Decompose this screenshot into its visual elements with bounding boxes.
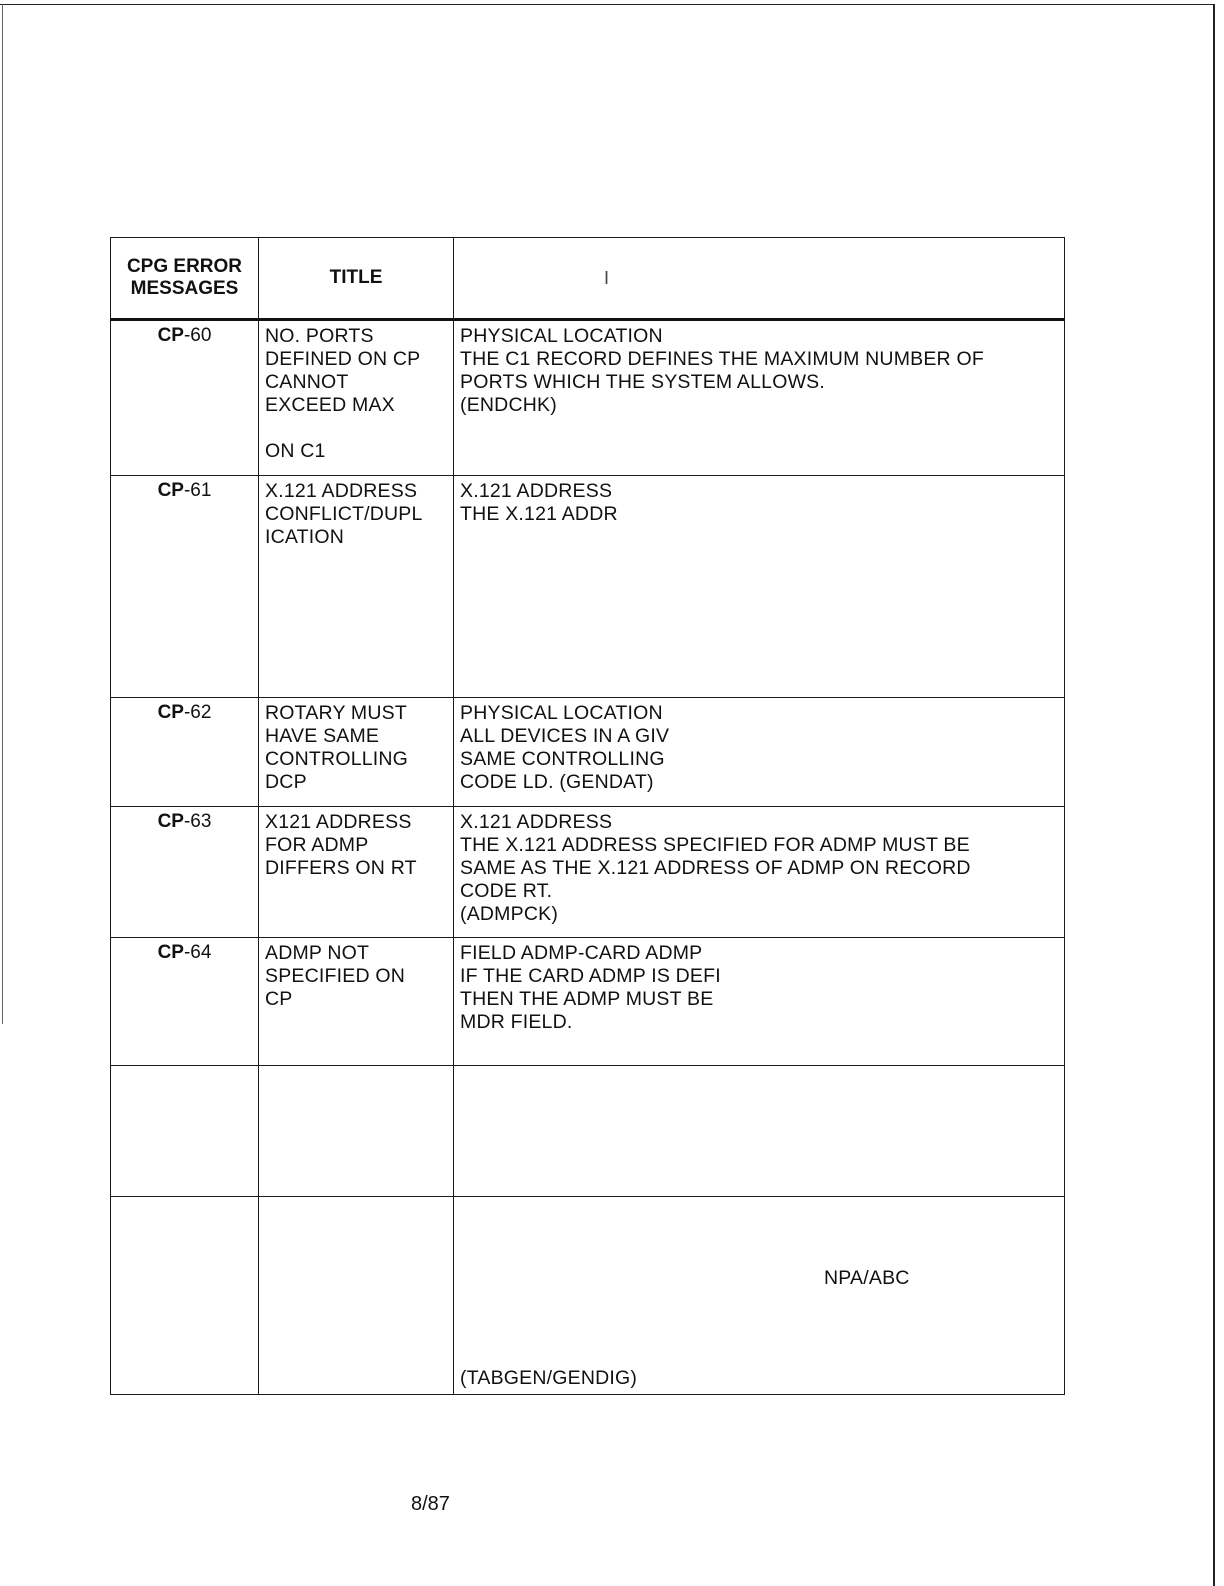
error-message-table — [110, 237, 1065, 1395]
footer-date: 8/87 — [411, 1493, 450, 1515]
error-code-cell — [111, 1197, 259, 1395]
table-row — [111, 698, 1065, 807]
error-description — [454, 1066, 1064, 1074]
description-cell — [454, 1197, 1065, 1395]
table-row — [111, 807, 1065, 938]
table-row — [111, 1197, 1065, 1395]
error-title: X121 ADDRESS FOR ADMP DIFFERS ON RT — [265, 811, 417, 879]
description-cell — [454, 807, 1065, 938]
title-cell — [259, 807, 454, 938]
description-cell — [454, 938, 1065, 1066]
error-description: FIELD ADMP-CARD ADMP IF THE CARD ADMP IS DEFI THEN THE ADMP MUST BE MDR FIELD. — [460, 942, 721, 1033]
error-code-number: -64 — [183, 942, 212, 963]
page-frame-left — [2, 4, 3, 1024]
error-title — [259, 1066, 453, 1074]
error-title: ROTARY MUST HAVE SAME CONTROLLING DCP — [265, 702, 409, 793]
error-code-cell — [111, 698, 259, 807]
error-description: PHYSICAL LOCATION THE C1 RECORD DEFINES THE MAXIMUM NUMBER OF PORTS WHICH THE SYSTEM ALLOWS. (ENDCHK) — [460, 325, 984, 416]
title-cell — [259, 938, 454, 1066]
error-code-prefix: CP — [157, 480, 184, 501]
description-cell — [454, 476, 1065, 698]
error-code-cell — [111, 807, 259, 938]
error-title — [259, 1197, 453, 1205]
error-code-prefix: CP — [157, 942, 184, 963]
header-error-messages — [111, 238, 259, 320]
title-cell — [259, 476, 454, 698]
error-description: X.121 ADDRESS THE X.121 ADDRESS SPECIFIED FOR ADMP MUST BE SAME AS THE X.121 ADDRESS OF ADMP ON RECORD CODE RT. (ADMPCK) — [460, 811, 971, 925]
error-title: NO. PORTS DEFINED ON CP CANNOT EXCEED MAX ON C1 — [265, 325, 421, 462]
error-description: PHYSICAL LOCATION ALL DEVICES IN A GIV SAME CONTROLLING CODE LD. (GENDAT) — [460, 702, 670, 793]
table-row — [111, 938, 1065, 1066]
page-frame-right — [1213, 4, 1215, 1586]
title-cell — [259, 1066, 454, 1197]
description-cell — [454, 1066, 1065, 1197]
error-code-cell — [111, 938, 259, 1066]
description-cell — [454, 698, 1065, 807]
title-cell — [259, 698, 454, 807]
error-description-fragment: NPA/ABC — [824, 1267, 910, 1289]
error-description: X.121 ADDRESS THE X.121 ADDR — [460, 480, 618, 525]
error-code-prefix: CP — [157, 702, 184, 723]
title-cell — [259, 320, 454, 476]
title-cell — [259, 1197, 454, 1395]
error-code-cell — [111, 320, 259, 476]
table-row — [111, 320, 1065, 476]
error-code-number: -63 — [183, 811, 212, 832]
error-code-prefix: CP — [157, 325, 184, 346]
table-row — [111, 1066, 1065, 1197]
header-description-label: I — [604, 268, 616, 288]
description-cell — [454, 320, 1065, 476]
error-code-prefix: CP — [157, 811, 184, 832]
error-code-cell — [111, 476, 259, 698]
error-title: X.121 ADDRESS CONFLICT/DUPL ICATION — [265, 480, 423, 548]
header-title — [259, 238, 454, 320]
error-code-number: -62 — [183, 702, 212, 723]
table-header-row — [111, 238, 1065, 320]
error-title: ADMP NOT SPECIFIED ON CP — [265, 942, 406, 1010]
table-row — [111, 476, 1065, 698]
error-code-cell — [111, 1066, 259, 1197]
page-frame-top — [0, 4, 1214, 5]
header-error-messages-label: CPG ERROR MESSAGES — [126, 256, 243, 299]
error-code-number: -60 — [183, 325, 212, 346]
error-code-number: -61 — [183, 480, 212, 501]
error-description: (TABGEN/GENDIG) — [460, 1367, 638, 1389]
header-description — [454, 238, 1065, 320]
header-title-label: TITLE — [329, 267, 383, 288]
